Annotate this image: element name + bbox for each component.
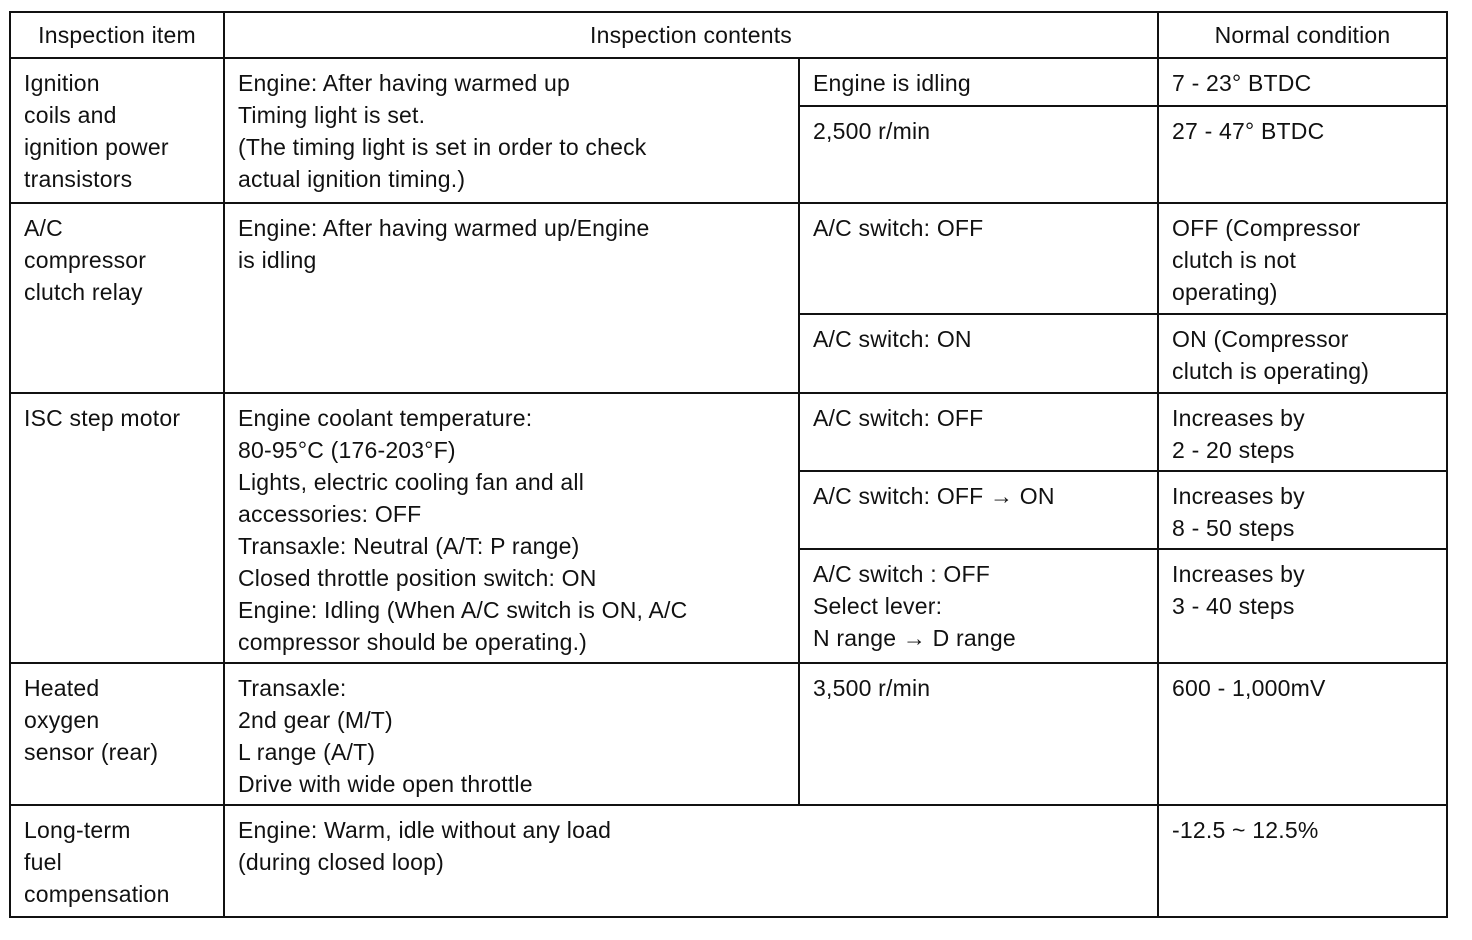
table-row <box>10 663 1447 805</box>
normal-cell <box>1158 106 1447 203</box>
content-text: N range → D range <box>813 625 1016 651</box>
normal-text: Increases by <box>1172 561 1305 587</box>
content-text: A/C switch: OFF <box>813 215 984 241</box>
normal-text: Increases by <box>1172 483 1305 509</box>
condition-text: Transaxle: <box>238 675 347 701</box>
condition-text: Engine: Warm, idle without any load <box>238 817 612 843</box>
normal-text: 7 - 23° BTDC <box>1172 70 1312 96</box>
condition-text: Engine: After having warmed up <box>238 70 571 96</box>
content-text: 2,500 r/min <box>813 118 931 144</box>
condition-text: 2nd gear (M/T) <box>238 707 393 733</box>
normal-text: 3 - 40 steps <box>1172 593 1295 619</box>
item-text: fuel <box>24 849 62 875</box>
item-text: Ignition <box>24 70 100 96</box>
content-cell <box>799 549 1158 663</box>
item-text: oxygen <box>24 707 100 733</box>
inspection-table <box>9 11 1448 918</box>
content-cell <box>799 663 1158 805</box>
header-normal-condition: Normal condition <box>1158 12 1447 58</box>
normal-cell <box>1158 314 1447 393</box>
item-cell <box>10 203 224 393</box>
normal-text: OFF (Compressor <box>1172 215 1361 241</box>
item-text: coils and <box>24 102 117 128</box>
table-row <box>10 58 1447 106</box>
normal-cell <box>1158 549 1447 663</box>
condition-text: Engine: Idling (When A/C switch is ON, A/C <box>238 597 688 623</box>
item-text: Heated <box>24 675 100 701</box>
normal-cell <box>1158 471 1447 549</box>
condition-text: is idling <box>238 247 317 273</box>
content-text: 3,500 r/min <box>813 675 931 701</box>
table-row <box>10 203 1447 314</box>
condition-text: actual ignition timing.) <box>238 166 466 192</box>
condition-text: Transaxle: Neutral (A/T: P range) <box>238 533 580 559</box>
content-text: Select lever: <box>813 593 943 619</box>
condition-cell <box>224 58 799 203</box>
item-text: compressor <box>24 247 147 273</box>
header-row <box>10 12 1447 58</box>
content-cell <box>799 393 1158 471</box>
condition-text: 80-95°C (176-203°F) <box>238 437 456 463</box>
content-cell <box>799 471 1158 549</box>
normal-cell <box>1158 805 1447 917</box>
condition-cell <box>224 805 1158 917</box>
condition-cell <box>224 393 799 663</box>
content-text: A/C switch: ON <box>813 326 972 352</box>
content-text: Engine is idling <box>813 70 971 96</box>
normal-cell <box>1158 663 1447 805</box>
condition-text: compressor should be operating.) <box>238 629 588 655</box>
normal-text: Increases by <box>1172 405 1305 431</box>
normal-cell <box>1158 393 1447 471</box>
normal-text: 27 - 47° BTDC <box>1172 118 1325 144</box>
item-text: sensor (rear) <box>24 739 159 765</box>
item-text: clutch relay <box>24 279 143 305</box>
condition-text: accessories: OFF <box>238 501 422 527</box>
item-text: ignition power <box>24 134 169 160</box>
condition-text: L range (A/T) <box>238 739 376 765</box>
normal-text: -12.5 ~ 12.5% <box>1172 817 1319 843</box>
normal-text: 8 - 50 steps <box>1172 515 1295 541</box>
table-row <box>10 393 1447 471</box>
condition-text: Engine coolant temperature: <box>238 405 533 431</box>
header-inspection-item: Inspection item <box>10 12 224 58</box>
normal-text: operating) <box>1172 279 1278 305</box>
content-cell <box>799 58 1158 106</box>
content-text: A/C switch : OFF <box>813 561 990 587</box>
content-cell <box>799 203 1158 314</box>
normal-cell <box>1158 58 1447 106</box>
normal-text: 600 - 1,000mV <box>1172 675 1326 701</box>
item-text: ISC step motor <box>24 405 181 431</box>
normal-text: ON (Compressor <box>1172 326 1349 352</box>
item-cell <box>10 393 224 663</box>
item-cell <box>10 58 224 203</box>
condition-cell <box>224 203 799 393</box>
condition-text: Closed throttle position switch: ON <box>238 565 597 591</box>
condition-text: (during closed loop) <box>238 849 445 875</box>
content-text: A/C switch: OFF → ON <box>813 483 1055 509</box>
item-text: transistors <box>24 166 133 192</box>
item-cell <box>10 805 224 917</box>
condition-cell <box>224 663 799 805</box>
condition-text: Drive with wide open throttle <box>238 771 533 797</box>
header-inspection-contents: Inspection contents <box>224 12 1158 58</box>
condition-text: Timing light is set. <box>238 102 426 128</box>
condition-text: Lights, electric cooling fan and all <box>238 469 585 495</box>
item-text: compensation <box>24 881 170 907</box>
item-cell <box>10 663 224 805</box>
normal-cell <box>1158 203 1447 314</box>
item-text: Long-term <box>24 817 131 843</box>
content-cell <box>799 106 1158 203</box>
table-row <box>10 805 1447 917</box>
item-text: A/C <box>24 215 63 241</box>
normal-text: 2 - 20 steps <box>1172 437 1295 463</box>
normal-text: clutch is not <box>1172 247 1297 273</box>
content-text: A/C switch: OFF <box>813 405 984 431</box>
condition-text: Engine: After having warmed up/Engine <box>238 215 650 241</box>
normal-text: clutch is operating) <box>1172 358 1370 384</box>
condition-text: (The timing light is set in order to check <box>238 134 647 160</box>
content-cell <box>799 314 1158 393</box>
